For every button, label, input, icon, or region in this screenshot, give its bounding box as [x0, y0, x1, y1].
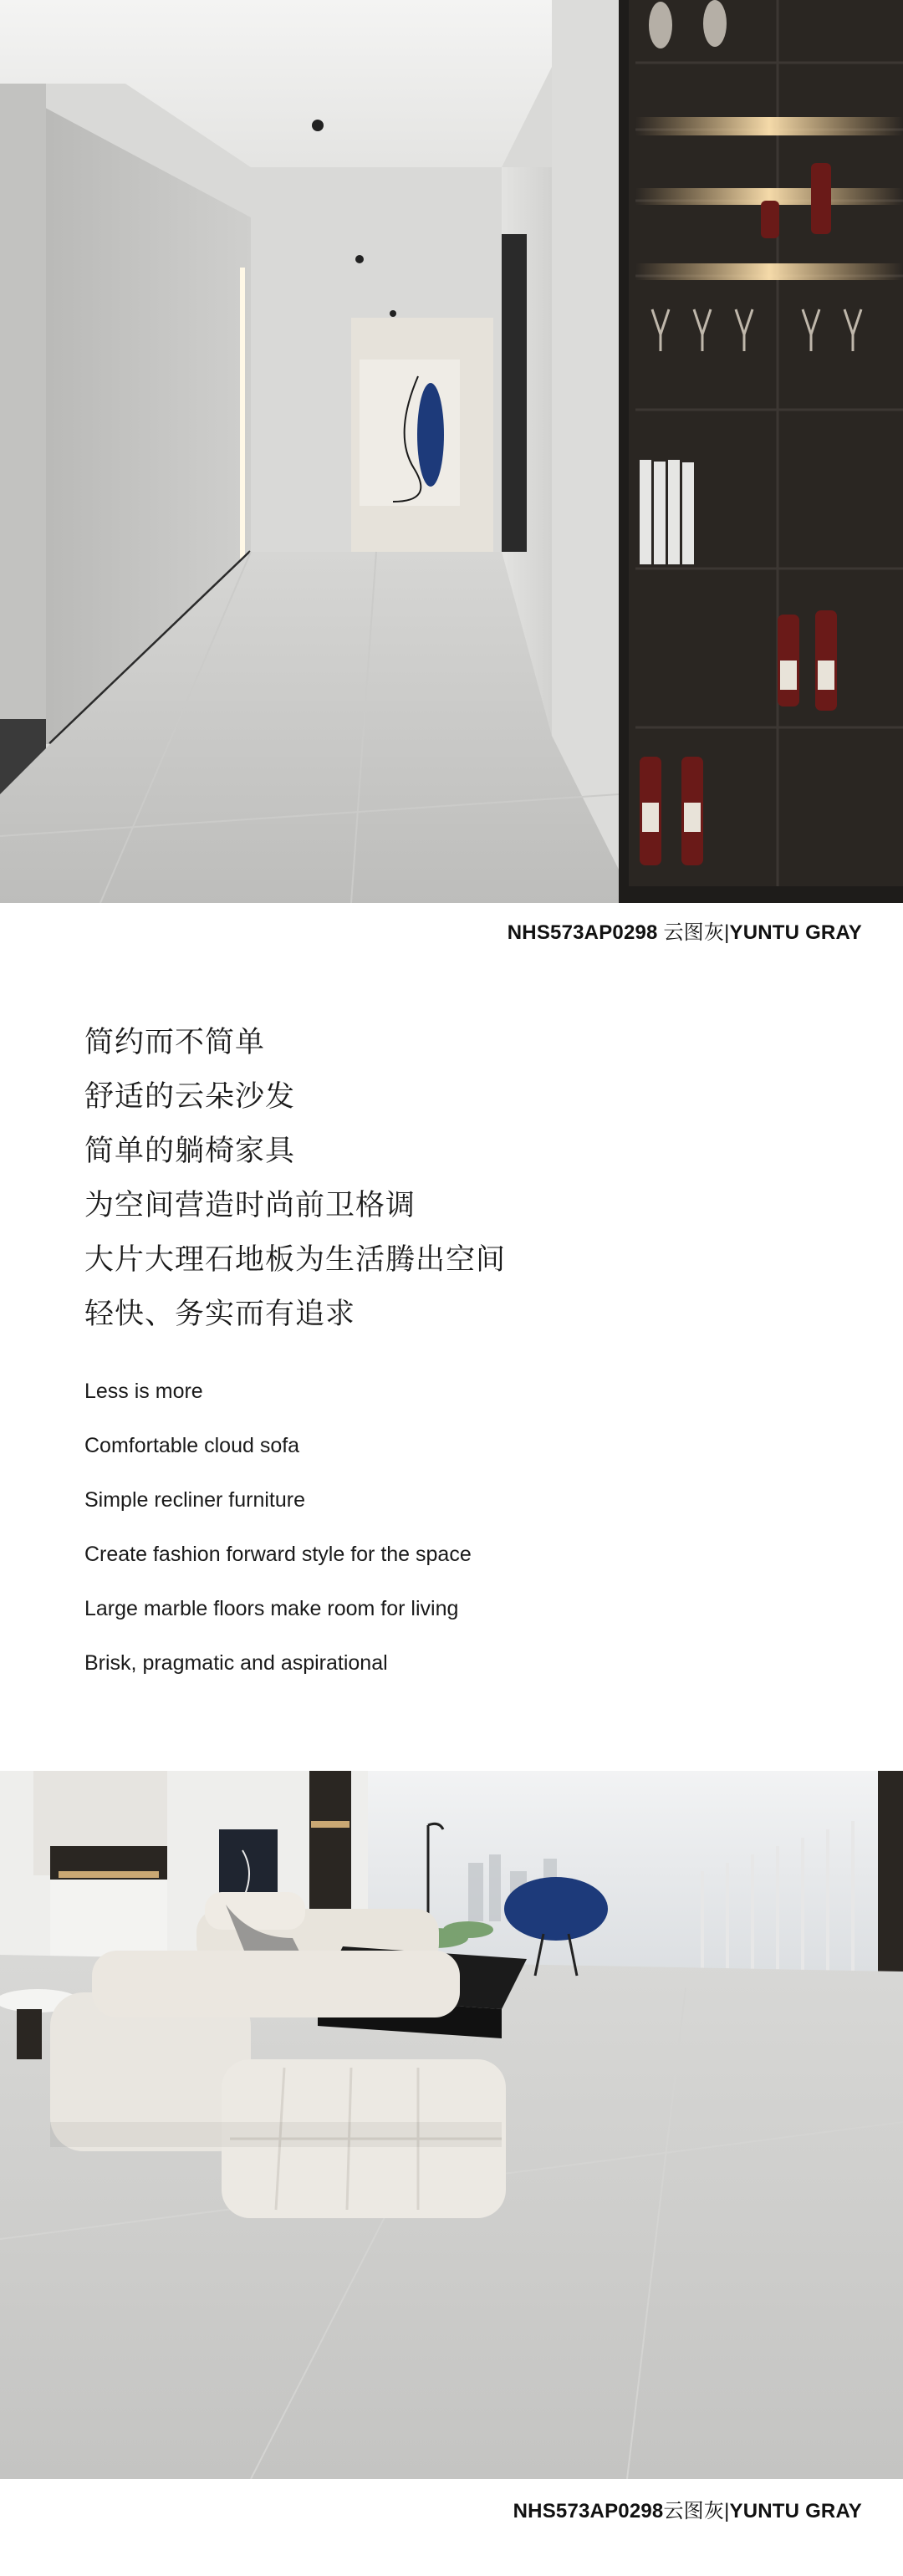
english-copy-block: [84, 1365, 472, 1691]
living-room-photo: [0, 1771, 903, 2479]
en-line: Comfortable cloud sofa: [84, 1434, 300, 1457]
product-caption-top: [508, 916, 862, 945]
cn-line: 简约而不简单: [84, 1026, 266, 1059]
chinese-copy-block: [84, 1016, 506, 1342]
cn-line: 简单的躺椅家具: [84, 1135, 296, 1168]
cn-line: 轻快、务实而有追求: [84, 1298, 356, 1331]
en-line: Simple recliner furniture: [84, 1488, 305, 1512]
corridor-illustration: [0, 0, 903, 903]
product-caption-bottom: [513, 2494, 862, 2523]
product-name-cn: 云图灰: [663, 2499, 725, 2522]
cn-line: 舒适的云朵沙发: [84, 1080, 296, 1114]
en-line: Less is more: [84, 1380, 203, 1403]
product-name-en: YUNTU GRAY: [729, 921, 862, 944]
product-code: NHS573AP0298: [513, 2500, 664, 2522]
en-line: Create fashion forward style for the space: [84, 1543, 472, 1566]
product-name-en: YUNTU GRAY: [729, 2500, 862, 2522]
hero-photo-corridor: [0, 0, 903, 903]
product-name-cn: 云图灰: [663, 921, 725, 944]
cn-line: 为空间营造时尚前卫格调: [84, 1189, 416, 1222]
caption-separator: |: [724, 2500, 730, 2522]
cn-line: 大片大理石地板为生活腾出空间: [84, 1243, 507, 1277]
en-line: Large marble floors make room for living: [84, 1597, 459, 1620]
product-code: NHS573AP0298: [507, 921, 658, 944]
en-line: Brisk, pragmatic and aspirational: [84, 1651, 388, 1675]
living-room-illustration: [0, 1771, 903, 2479]
caption-separator: |: [724, 921, 730, 944]
